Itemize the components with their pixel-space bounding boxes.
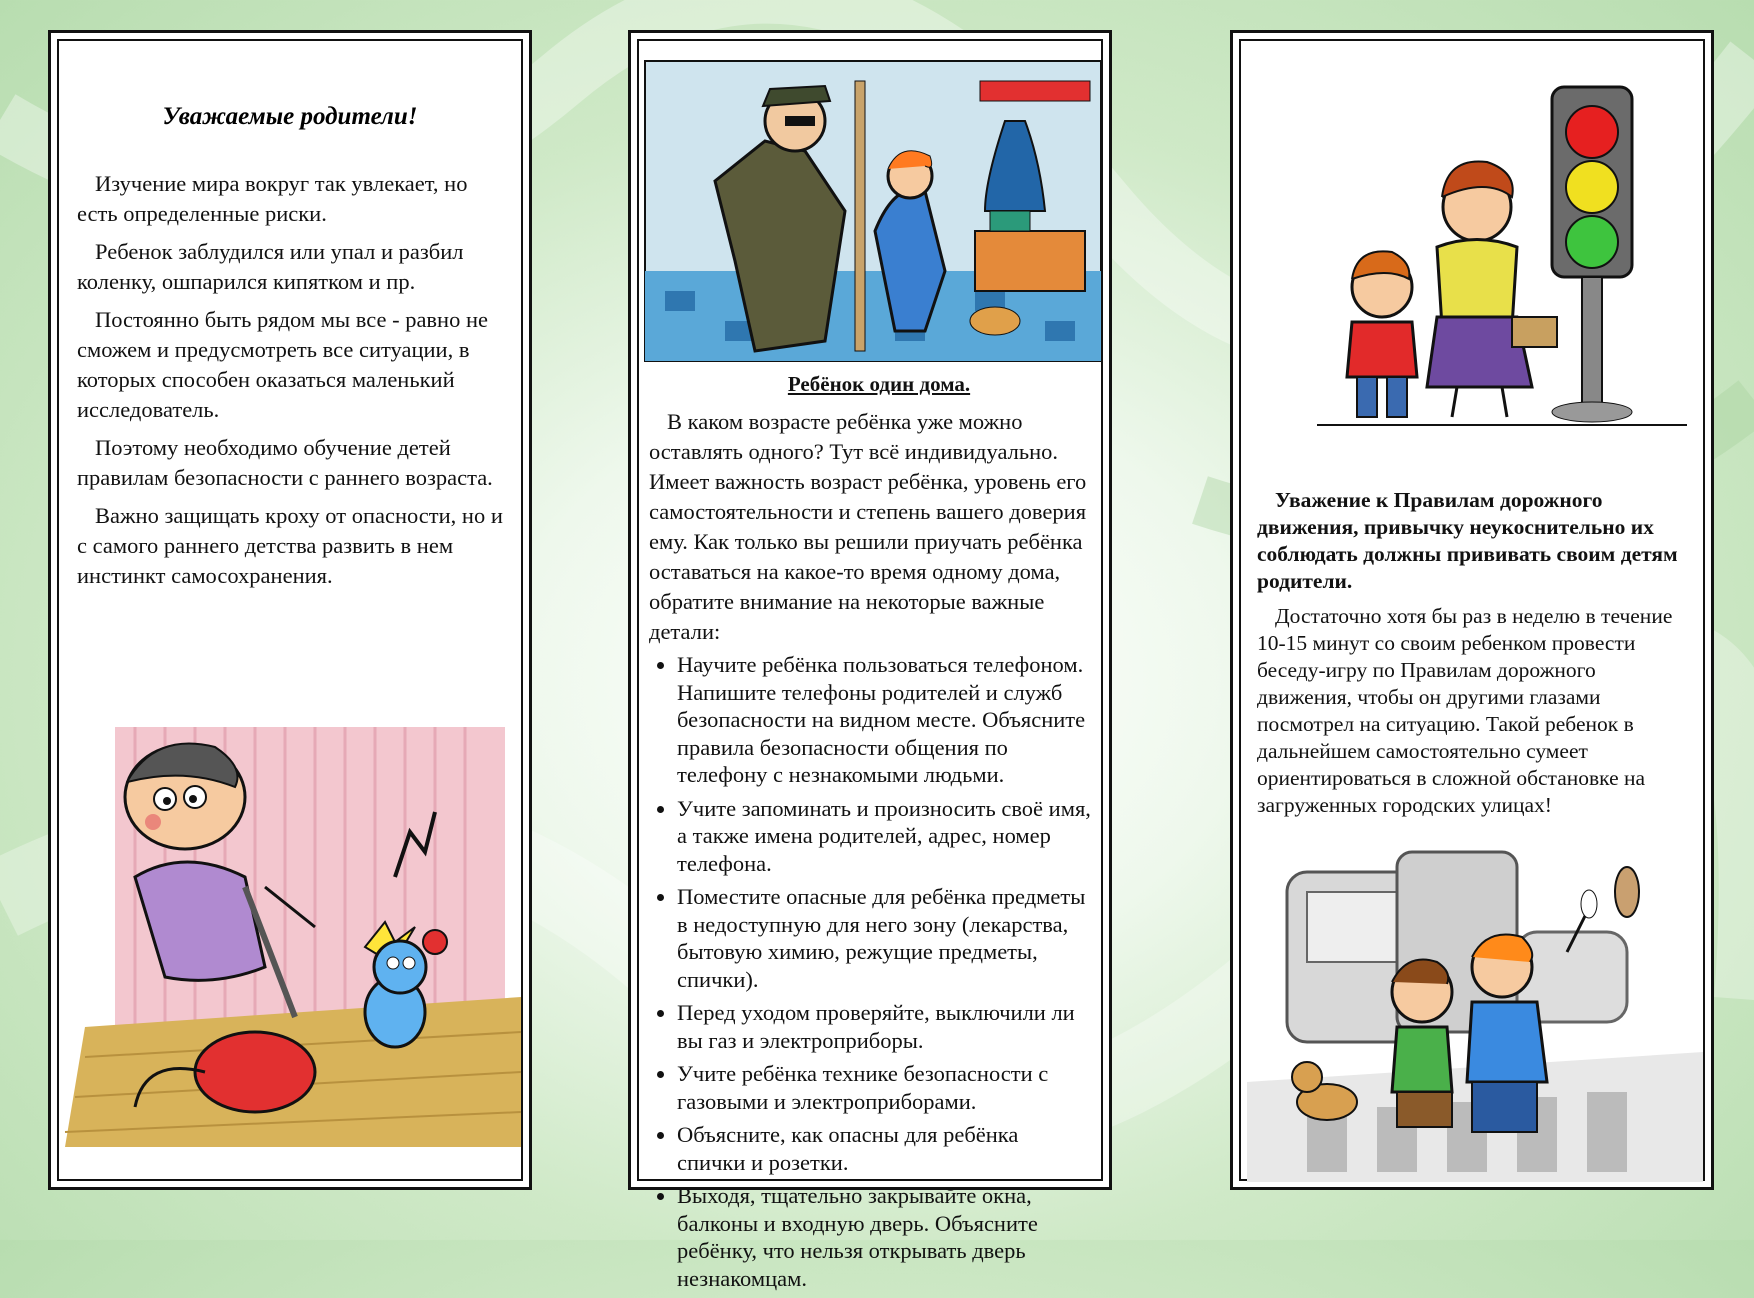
panel2-text [645,369,1095,1298]
panel1-paragraph: Изучение мира вокруг так увлекает, но есть определенные риски. [77,171,468,226]
children-crossing-road-illustration [1247,852,1703,1182]
panel2-intro: В каком возрасте ребёнка уже можно оставлять одного? Тут всё индивидуально. Имеет важность возраст ребёнка, уровень его самостоятельности и степень вашего доверия ему. Как только вы решили приучать ребёнка оставаться на какое-то время одному дома, обратите внимание на некоторые важные детали: [649,409,1087,644]
list-item: • Объясните, как опасны для ребёнка спички и розетки. [677,1121,1091,1176]
safety-tips-list [649,651,1091,1292]
list-item: • Поместите опасные для ребёнка предметы в недоступную для него зону (лекарства, бытовую химию, режущие предметы, спички). [677,883,1091,993]
panel-middle [628,30,1112,1291]
list-item: • Выходя, тщательно закрывайте окна, балконы и входную дверь. Объясните ребёнку, что нельзя открывать дверь незнакомцам. [677,1182,1091,1292]
panel-left [48,30,532,1190]
panel1-paragraph: Постоянно быть рядом мы все - равно не сможем и предусмотреть все ситуации, в которых способен оказаться маленький исследователь. [77,307,488,422]
panel1-heading: Уважаемые родители! [162,103,418,130]
panel3-paragraph: Достаточно хотя бы раз в неделю в течение 10-15 минут со своим ребенком провести беседу-игру по Правилам дорожного движения, чтобы он другими глазами посмотрел на ситуацию. Такой ребенок в дальнейшем самостоятельно сумеет ориентироваться в сложной обстановке на загруженных городских улицах! [1257,604,1673,817]
list-item: • Научите ребёнка пользоваться телефоном. Напишите телефоны родителей и служб безопасности на видном месте. Объясните правила безопасности общения по телефону с незнакомыми людьми. [677,651,1091,789]
vacuum-child-illustration [65,727,521,1147]
traffic-light-family-illustration [1247,47,1703,427]
panel1-text [65,169,515,591]
panel3-bold-text: Уважение к Правилам дорожного движения, привычку неукоснительно их соблюдать должны прививать своим детям родители. [1257,488,1678,593]
list-item: • Перед уходом проверяйте, выключили ли вы газ и электроприборы. [677,999,1091,1054]
panel1-paragraph: Поэтому необходимо обучение детей правилам безопасности с раннего возраста. [77,435,493,490]
list-item: • Учите запоминать и произносить своё имя, а также имена родителей, адрес, номер телефона. [677,795,1091,878]
panel1-paragraph: Ребенок заблудился или упал и разбил коленку, ошпарился кипятком и пр. [77,239,464,294]
panel1-paragraph: Важно защищать кроху от опасности, но и с самого раннего детства развить в нем инстинкт самосохранения. [77,503,503,588]
panel3-text [1247,487,1697,827]
stranger-at-door-illustration [645,61,1101,361]
list-item: • Учите ребёнка технике безопасности с газовыми и электроприборами. [677,1060,1091,1115]
panel-right [1230,30,1714,1190]
panel2-title: Ребёнок один дома. [787,372,971,396]
